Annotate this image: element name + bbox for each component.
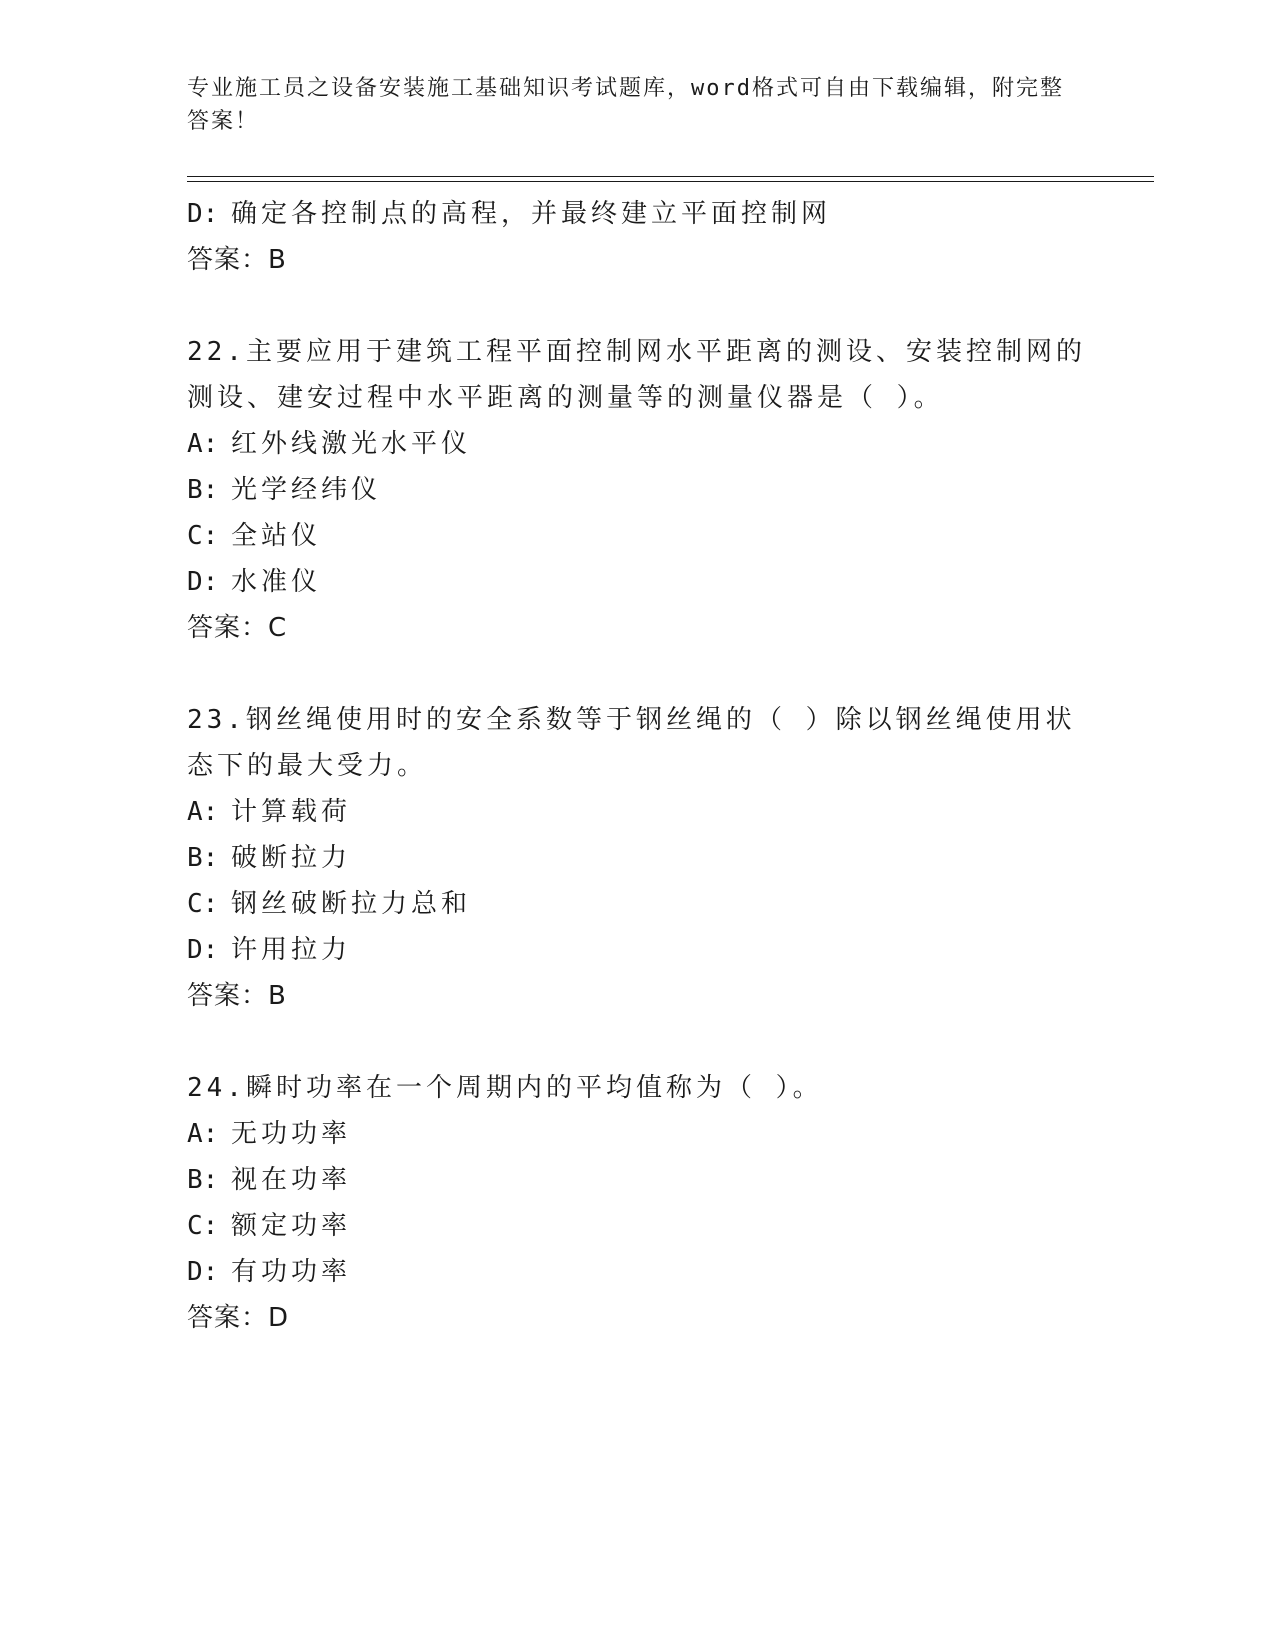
option-letter: C: xyxy=(187,889,219,919)
option-row xyxy=(187,513,1087,559)
option-letter: C: xyxy=(187,521,219,551)
option-letter: B: xyxy=(187,475,219,505)
option-text: 全站仪 xyxy=(231,521,322,551)
option-text: 水准仪 xyxy=(231,567,322,597)
option-text: 红外线激光水平仪 xyxy=(231,429,472,459)
option-letter: B: xyxy=(187,843,219,873)
spacer xyxy=(187,283,1087,329)
option-text: 额定功率 xyxy=(231,1211,352,1241)
option-row xyxy=(187,1249,1087,1295)
question-stem: 24.瞬时功率在一个周期内的平均值称为（ ）。 xyxy=(187,1073,823,1103)
question-stem: 22.主要应用于建筑工程平面控制网水平距离的测设、安装控制网的测设、建安过程中水平距离的测量等的测量仪器是（ ）。 xyxy=(187,337,1086,413)
option-row xyxy=(187,789,1087,835)
option-letter: D: xyxy=(187,935,219,965)
question-stem: 23.钢丝绳使用时的安全系数等于钢丝绳的（ ）除以钢丝绳使用状态下的最大受力。 xyxy=(187,705,1076,781)
option-text: 许用拉力 xyxy=(231,935,352,965)
option-letter: D: xyxy=(187,567,219,597)
option-text: 视在功率 xyxy=(231,1165,352,1195)
option-row xyxy=(187,835,1087,881)
option-row xyxy=(187,1157,1087,1203)
answer-line: 答案：B xyxy=(187,245,287,275)
option-row xyxy=(187,1111,1087,1157)
option-text: 破断拉力 xyxy=(231,843,352,873)
option-letter: B: xyxy=(187,1165,219,1195)
option-text: 计算载荷 xyxy=(231,797,352,827)
option-row xyxy=(187,1203,1087,1249)
option-letter: A: xyxy=(187,429,219,459)
question-list xyxy=(187,191,1087,1341)
option-row xyxy=(187,191,1087,237)
option-row xyxy=(187,927,1087,973)
option-text: 钢丝破断拉力总和 xyxy=(231,889,472,919)
answer-line: 答案：B xyxy=(187,981,287,1011)
option-letter: D: xyxy=(187,199,219,229)
option-letter: A: xyxy=(187,1119,219,1149)
spacer xyxy=(187,651,1087,697)
option-row xyxy=(187,421,1087,467)
option-row xyxy=(187,881,1087,927)
spacer xyxy=(187,1019,1087,1065)
option-letter: D: xyxy=(187,1257,219,1287)
option-row xyxy=(187,467,1087,513)
header-rule-top xyxy=(187,176,1154,177)
option-letter: C: xyxy=(187,1211,219,1241)
option-row xyxy=(187,559,1087,605)
option-text: 光学经纬仪 xyxy=(231,475,382,505)
answer-line: 答案：D xyxy=(187,1303,290,1333)
option-text: 有功功率 xyxy=(231,1257,352,1287)
header-rule-bottom xyxy=(187,181,1154,182)
option-text: 确定各控制点的高程，并最终建立平面控制网 xyxy=(231,199,832,229)
page-header: 专业施工员之设备安装施工基础知识考试题库，word格式可自由下载编辑，附完整答案！ xyxy=(187,76,1064,134)
answer-line: 答案：C xyxy=(187,613,288,643)
option-letter: A: xyxy=(187,797,219,827)
option-text: 无功功率 xyxy=(231,1119,352,1149)
